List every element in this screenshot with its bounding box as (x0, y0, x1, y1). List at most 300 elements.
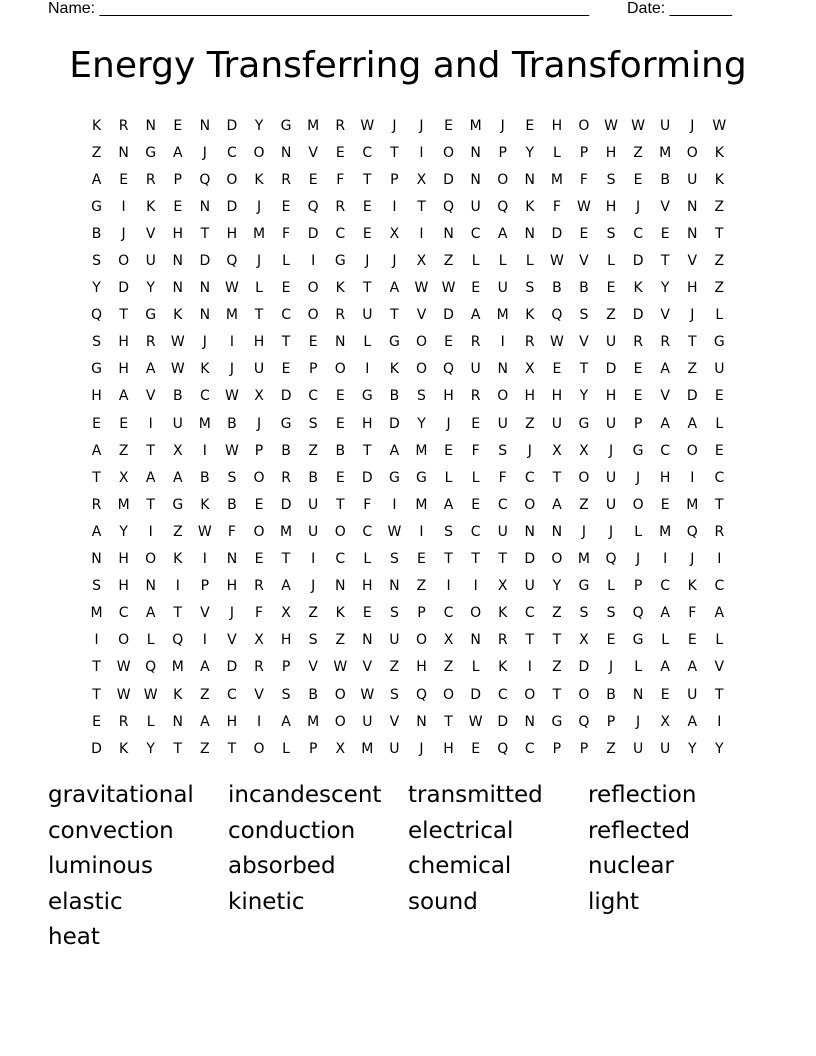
grid-letter[interactable]: H (416, 659, 427, 676)
grid-letter[interactable]: H (253, 334, 265, 351)
grid-letter[interactable]: G (280, 117, 292, 134)
grid-letter[interactable]: A (660, 659, 670, 676)
grid-letter[interactable]: E (687, 632, 697, 649)
grid-letter[interactable]: G (145, 144, 157, 161)
grid-letter[interactable]: S (308, 632, 318, 649)
grid-letter[interactable]: Z (687, 361, 698, 378)
grid-letter[interactable]: V (660, 307, 670, 324)
grid-letter[interactable]: S (498, 442, 508, 459)
grid-letter[interactable]: B (552, 280, 562, 297)
grid-letter[interactable]: U (497, 523, 508, 540)
grid-letter[interactable]: I (446, 578, 451, 595)
grid-letter[interactable]: W (225, 388, 239, 405)
grid-letter[interactable]: X (389, 225, 400, 242)
grid-letter[interactable]: D (470, 686, 482, 703)
grid-letter[interactable]: N (524, 225, 536, 242)
grid-letter[interactable]: M (117, 496, 130, 513)
grid-letter[interactable]: F (282, 225, 291, 242)
grid-letter[interactable]: K (714, 144, 724, 161)
grid-letter[interactable]: Z (606, 740, 616, 757)
grid-letter[interactable]: J (365, 253, 370, 270)
grid-letter[interactable]: H (686, 280, 698, 297)
grid-letter[interactable]: D (605, 361, 617, 378)
grid-letter[interactable]: Y (146, 740, 155, 757)
grid-letter[interactable]: O (253, 740, 265, 757)
grid-letter[interactable]: L (552, 144, 561, 161)
grid-letter[interactable]: N (280, 144, 292, 161)
grid-letter[interactable]: U (497, 415, 508, 432)
grid-letter[interactable]: K (389, 361, 399, 378)
grid-letter[interactable]: S (281, 686, 291, 703)
grid-letter[interactable]: L (471, 659, 480, 676)
grid-letter[interactable]: P (633, 415, 643, 432)
grid-letter[interactable]: W (712, 117, 727, 134)
grid-letter[interactable]: D (280, 388, 292, 405)
grid-letter[interactable]: D (497, 713, 509, 730)
grid-letter[interactable]: O (415, 632, 427, 649)
grid-letter[interactable]: E (362, 225, 372, 242)
grid-letter[interactable]: M (252, 225, 266, 242)
grid-letter[interactable]: S (92, 578, 101, 595)
grid-letter[interactable]: E (335, 144, 345, 161)
grid-letter[interactable]: E (633, 388, 643, 405)
grid-letter[interactable]: Z (389, 659, 400, 676)
grid-letter[interactable]: P (390, 171, 399, 188)
grid-letter[interactable]: W (170, 334, 185, 351)
grid-letter[interactable]: L (525, 253, 534, 270)
grid-letter[interactable]: Z (606, 307, 616, 324)
grid-letter[interactable]: A (389, 280, 400, 297)
grid-letter[interactable]: U (605, 334, 617, 351)
grid-letter[interactable]: L (146, 632, 155, 649)
grid-letter[interactable]: J (690, 551, 695, 568)
grid-letter[interactable]: J (500, 117, 505, 134)
grid-letter[interactable]: O (118, 253, 130, 270)
grid-letter[interactable]: K (173, 686, 183, 703)
grid-letter[interactable]: U (145, 253, 156, 270)
grid-letter[interactable]: W (549, 334, 564, 351)
grid-letter[interactable]: J (256, 253, 262, 270)
grid-letter[interactable]: T (173, 740, 183, 757)
grid-letter[interactable]: U (497, 280, 508, 297)
grid-letter[interactable]: L (715, 415, 724, 432)
grid-letter[interactable]: I (175, 578, 180, 595)
grid-letter[interactable]: W (604, 117, 618, 134)
grid-letter[interactable]: H (226, 713, 238, 730)
grid-letter[interactable]: X (552, 442, 562, 459)
grid-letter[interactable]: E (254, 551, 264, 568)
grid-letter[interactable]: A (118, 388, 129, 405)
grid-letter[interactable]: L (661, 632, 670, 649)
grid-letter[interactable]: G (388, 334, 400, 351)
grid-letter[interactable]: L (146, 713, 155, 730)
grid-letter[interactable]: I (717, 713, 722, 730)
grid-letter[interactable]: E (552, 361, 562, 378)
grid-letter[interactable]: D (280, 496, 292, 513)
grid-letter[interactable]: Z (579, 496, 589, 513)
grid-letter[interactable]: I (419, 523, 424, 540)
grid-letter[interactable]: R (335, 307, 346, 324)
grid-letter[interactable]: E (281, 361, 291, 378)
grid-letter[interactable]: U (605, 496, 617, 513)
grid-letter[interactable]: W (414, 280, 429, 297)
grid-letter[interactable]: J (690, 307, 695, 324)
grid-letter[interactable]: E (281, 280, 291, 297)
grid-letter[interactable]: M (415, 442, 428, 459)
grid-letter[interactable]: Z (416, 578, 427, 595)
grid-letter[interactable]: X (416, 253, 427, 270)
grid-letter[interactable]: I (121, 198, 126, 215)
grid-letter[interactable]: P (498, 144, 507, 161)
grid-letter[interactable]: A (660, 605, 670, 622)
grid-letter[interactable]: T (92, 686, 101, 703)
grid-letter[interactable]: P (254, 442, 264, 459)
grid-letter[interactable]: N (524, 523, 536, 540)
grid-letter[interactable]: Z (118, 442, 129, 459)
grid-letter[interactable]: R (254, 659, 264, 676)
grid-letter[interactable]: X (443, 632, 454, 649)
grid-letter[interactable]: T (525, 632, 535, 649)
grid-letter[interactable]: A (172, 469, 183, 486)
grid-letter[interactable]: I (148, 415, 153, 432)
grid-letter[interactable]: O (524, 686, 536, 703)
grid-letter[interactable]: J (636, 713, 641, 730)
grid-letter[interactable]: O (578, 117, 590, 134)
grid-letter[interactable]: W (468, 713, 483, 730)
grid-letter[interactable]: N (497, 361, 508, 378)
grid-letter[interactable]: V (389, 713, 400, 730)
grid-letter[interactable]: D (632, 307, 644, 324)
grid-letter[interactable]: O (334, 361, 346, 378)
grid-letter[interactable]: C (660, 578, 671, 595)
grid-letter[interactable]: B (200, 469, 210, 486)
grid-letter[interactable]: N (470, 144, 481, 161)
grid-letter[interactable]: Q (91, 307, 103, 324)
grid-letter[interactable]: B (91, 225, 102, 242)
grid-letter[interactable]: F (363, 496, 372, 513)
grid-letter[interactable]: X (254, 632, 264, 649)
grid-letter[interactable]: T (281, 551, 291, 568)
grid-letter[interactable]: C (470, 523, 481, 540)
grid-letter[interactable]: X (281, 605, 291, 622)
grid-letter[interactable]: B (172, 388, 183, 405)
grid-letter[interactable]: C (633, 225, 643, 242)
grid-letter[interactable]: V (200, 605, 210, 622)
grid-letter[interactable]: F (254, 605, 264, 622)
grid-letter[interactable]: U (660, 740, 671, 757)
grid-letter[interactable]: J (581, 523, 587, 540)
grid-letter[interactable]: D (226, 198, 238, 215)
grid-letter[interactable]: F (552, 198, 561, 215)
grid-letter[interactable]: Y (417, 415, 426, 432)
grid-letter[interactable]: O (443, 144, 455, 161)
grid-letter[interactable]: W (577, 198, 591, 215)
grid-letter[interactable]: N (687, 225, 698, 242)
grid-letter[interactable]: I (202, 551, 207, 568)
grid-letter[interactable]: H (362, 415, 373, 432)
grid-letter[interactable]: I (392, 198, 397, 215)
grid-letter[interactable]: L (282, 253, 290, 270)
grid-letter[interactable]: I (202, 442, 207, 459)
grid-letter[interactable]: C (227, 686, 237, 703)
grid-letter[interactable]: N (687, 198, 698, 215)
grid-letter[interactable]: M (307, 713, 320, 730)
grid-letter[interactable]: U (605, 415, 617, 432)
grid-letter[interactable]: J (608, 523, 614, 540)
grid-letter[interactable]: Q (686, 523, 698, 540)
grid-letter[interactable]: U (389, 632, 400, 649)
grid-letter[interactable]: Y (715, 740, 724, 757)
grid-letter[interactable]: V (308, 144, 318, 161)
grid-letter[interactable]: G (91, 361, 102, 378)
grid-letter[interactable]: D (443, 307, 454, 324)
grid-letter[interactable]: Z (91, 144, 102, 161)
grid-letter[interactable]: R (91, 496, 102, 513)
grid-letter[interactable]: N (389, 578, 400, 595)
grid-letter[interactable]: Q (145, 659, 157, 676)
grid-letter[interactable]: N (172, 280, 184, 297)
grid-letter[interactable]: G (632, 632, 644, 649)
grid-letter[interactable]: T (281, 334, 291, 351)
grid-letter[interactable]: M (577, 551, 590, 568)
grid-letter[interactable]: N (91, 551, 102, 568)
grid-letter[interactable]: P (200, 578, 210, 595)
grid-letter[interactable]: N (226, 551, 238, 568)
grid-letter[interactable]: M (686, 496, 699, 513)
grid-letter[interactable]: O (118, 632, 130, 649)
grid-letter[interactable]: I (473, 578, 478, 595)
grid-letter[interactable]: H (118, 578, 129, 595)
grid-letter[interactable]: T (146, 496, 155, 513)
grid-letter[interactable]: N (335, 334, 346, 351)
grid-letter[interactable]: S (308, 415, 318, 432)
grid-letter[interactable]: X (118, 469, 129, 486)
grid-letter[interactable]: M (469, 117, 482, 134)
grid-letter[interactable]: I (311, 551, 316, 568)
grid-letter[interactable]: F (688, 605, 697, 622)
grid-letter[interactable]: S (525, 280, 535, 297)
grid-letter[interactable]: O (415, 361, 427, 378)
grid-letter[interactable]: Q (415, 686, 427, 703)
grid-letter[interactable]: D (578, 659, 590, 676)
grid-letter[interactable]: N (470, 632, 481, 649)
grid-letter[interactable]: G (334, 253, 346, 270)
grid-letter[interactable]: J (636, 469, 641, 486)
grid-letter[interactable]: T (335, 496, 345, 513)
grid-letter[interactable]: H (118, 334, 129, 351)
grid-letter[interactable]: I (690, 469, 695, 486)
grid-letter[interactable]: N (172, 713, 184, 730)
grid-letter[interactable]: E (335, 469, 345, 486)
grid-letter[interactable]: X (416, 171, 427, 188)
grid-letter[interactable]: Q (199, 171, 211, 188)
grid-letter[interactable]: L (471, 253, 480, 270)
grid-letter[interactable]: G (145, 307, 157, 324)
grid-letter[interactable]: U (687, 171, 698, 188)
grid-letter[interactable]: E (633, 171, 643, 188)
grid-letter[interactable]: H (443, 388, 454, 405)
grid-letter[interactable]: B (308, 469, 318, 486)
grid-letter[interactable]: S (389, 686, 399, 703)
grid-letter[interactable]: A (281, 713, 291, 730)
grid-letter[interactable]: T (660, 253, 670, 270)
grid-letter[interactable]: L (255, 280, 263, 297)
grid-letter[interactable]: C (308, 388, 319, 405)
grid-letter[interactable]: M (496, 307, 509, 324)
grid-letter[interactable]: C (524, 605, 535, 622)
grid-letter[interactable]: W (225, 280, 239, 297)
grid-letter[interactable]: V (362, 659, 373, 676)
grid-letter[interactable]: H (226, 225, 238, 242)
grid-letter[interactable]: I (365, 361, 370, 378)
grid-letter[interactable]: W (549, 253, 564, 270)
grid-letter[interactable]: O (226, 171, 238, 188)
grid-letter[interactable]: E (633, 361, 643, 378)
grid-letter[interactable]: Z (633, 144, 643, 161)
grid-letter[interactable]: K (335, 280, 345, 297)
grid-letter[interactable]: C (524, 469, 535, 486)
grid-letter[interactable]: Y (254, 117, 264, 134)
grid-letter[interactable]: O (551, 551, 563, 568)
grid-letter[interactable]: J (202, 334, 207, 351)
grid-letter[interactable]: O (578, 469, 590, 486)
grid-letter[interactable]: T (715, 686, 724, 703)
grid-letter[interactable]: T (254, 307, 264, 324)
grid-letter[interactable]: H (91, 388, 102, 405)
grid-letter[interactable]: W (360, 686, 375, 703)
grid-letter[interactable]: A (687, 415, 698, 432)
grid-letter[interactable]: N (416, 713, 427, 730)
grid-letter[interactable]: K (146, 198, 156, 215)
grid-letter[interactable]: N (524, 713, 536, 730)
grid-letter[interactable]: T (119, 307, 128, 324)
grid-letter[interactable]: K (173, 307, 183, 324)
grid-letter[interactable]: D (389, 415, 400, 432)
grid-letter[interactable]: S (227, 469, 237, 486)
grid-letter[interactable]: K (200, 496, 210, 513)
grid-letter[interactable]: E (471, 496, 481, 513)
grid-letter[interactable]: G (416, 469, 427, 486)
grid-letter[interactable]: A (172, 144, 183, 161)
grid-letter[interactable]: Z (524, 415, 535, 432)
grid-letter[interactable]: D (307, 225, 319, 242)
grid-letter[interactable]: Z (308, 442, 318, 459)
grid-letter[interactable]: X (579, 632, 589, 649)
grid-letter[interactable]: H (172, 225, 184, 242)
grid-letter[interactable]: O (253, 144, 265, 161)
grid-letter[interactable]: X (497, 578, 508, 595)
grid-letter[interactable]: S (579, 307, 589, 324)
grid-letter[interactable]: Q (172, 632, 184, 649)
grid-letter[interactable]: Y (579, 388, 589, 405)
grid-letter[interactable]: W (631, 117, 646, 134)
grid-letter[interactable]: D (118, 280, 129, 297)
grid-letter[interactable]: U (172, 415, 183, 432)
grid-letter[interactable]: Q (551, 307, 563, 324)
grid-letter[interactable]: U (632, 740, 644, 757)
grid-letter[interactable]: S (389, 551, 399, 568)
grid-letter[interactable]: I (527, 659, 532, 676)
grid-letter[interactable]: T (444, 713, 453, 730)
grid-letter[interactable]: Y (119, 523, 128, 540)
grid-letter[interactable]: D (361, 469, 373, 486)
grid-letter[interactable]: R (714, 523, 725, 540)
grid-letter[interactable]: T (687, 334, 697, 351)
grid-letter[interactable]: R (145, 334, 156, 351)
grid-letter[interactable]: X (335, 740, 346, 757)
grid-letter[interactable]: P (308, 740, 318, 757)
grid-letter[interactable]: T (444, 551, 453, 568)
grid-letter[interactable]: P (281, 659, 291, 676)
grid-letter[interactable]: X (660, 713, 670, 730)
grid-letter[interactable]: N (335, 578, 346, 595)
grid-letter[interactable]: E (335, 415, 345, 432)
grid-letter[interactable]: A (687, 659, 698, 676)
grid-letter[interactable]: G (632, 442, 644, 459)
grid-letter[interactable]: X (172, 442, 183, 459)
grid-letter[interactable]: B (606, 686, 616, 703)
grid-letter[interactable]: T (227, 740, 237, 757)
grid-letter[interactable]: Y (146, 280, 155, 297)
grid-letter[interactable]: J (229, 605, 234, 622)
grid-letter[interactable]: R (118, 713, 129, 730)
grid-letter[interactable]: J (446, 415, 451, 432)
grid-letter[interactable]: E (660, 225, 670, 242)
grid-letter[interactable]: U (362, 307, 373, 324)
grid-letter[interactable]: N (632, 686, 644, 703)
grid-letter[interactable]: D (226, 117, 238, 134)
grid-letter[interactable]: T (498, 551, 507, 568)
grid-letter[interactable]: W (333, 659, 348, 676)
grid-letter[interactable]: E (281, 198, 291, 215)
grid-letter[interactable]: A (200, 713, 210, 730)
grid-letter[interactable]: W (225, 442, 239, 459)
grid-letter[interactable]: C (470, 225, 481, 242)
grid-letter[interactable]: Q (605, 551, 617, 568)
grid-letter[interactable]: E (92, 415, 101, 432)
grid-letter[interactable]: O (686, 144, 698, 161)
grid-letter[interactable]: A (145, 469, 156, 486)
grid-letter[interactable]: M (361, 740, 374, 757)
grid-letter[interactable]: I (419, 144, 424, 161)
grid-letter[interactable]: D (91, 740, 102, 757)
grid-letter[interactable]: W (143, 686, 158, 703)
grid-letter[interactable]: B (335, 442, 346, 459)
grid-letter[interactable]: F (498, 469, 507, 486)
grid-letter[interactable]: V (145, 388, 156, 405)
grid-letter[interactable]: T (471, 551, 480, 568)
grid-letter[interactable]: D (524, 551, 536, 568)
grid-letter[interactable]: W (116, 659, 131, 676)
grid-letter[interactable]: U (362, 713, 373, 730)
grid-letter[interactable]: E (714, 388, 724, 405)
grid-letter[interactable]: A (497, 225, 508, 242)
grid-letter[interactable]: W (441, 280, 456, 297)
grid-letter[interactable]: S (606, 171, 616, 188)
grid-letter[interactable]: J (256, 415, 262, 432)
grid-letter[interactable]: T (363, 442, 372, 459)
grid-letter[interactable]: W (387, 523, 402, 540)
grid-letter[interactable]: G (578, 415, 590, 432)
grid-letter[interactable]: R (497, 632, 508, 649)
grid-letter[interactable]: D (226, 659, 238, 676)
grid-letter[interactable]: B (660, 171, 670, 188)
grid-letter[interactable]: V (308, 659, 318, 676)
grid-letter[interactable]: T (173, 605, 183, 622)
grid-letter[interactable]: O (253, 469, 265, 486)
grid-letter[interactable]: V (687, 253, 698, 270)
grid-letter[interactable]: N (199, 117, 211, 134)
